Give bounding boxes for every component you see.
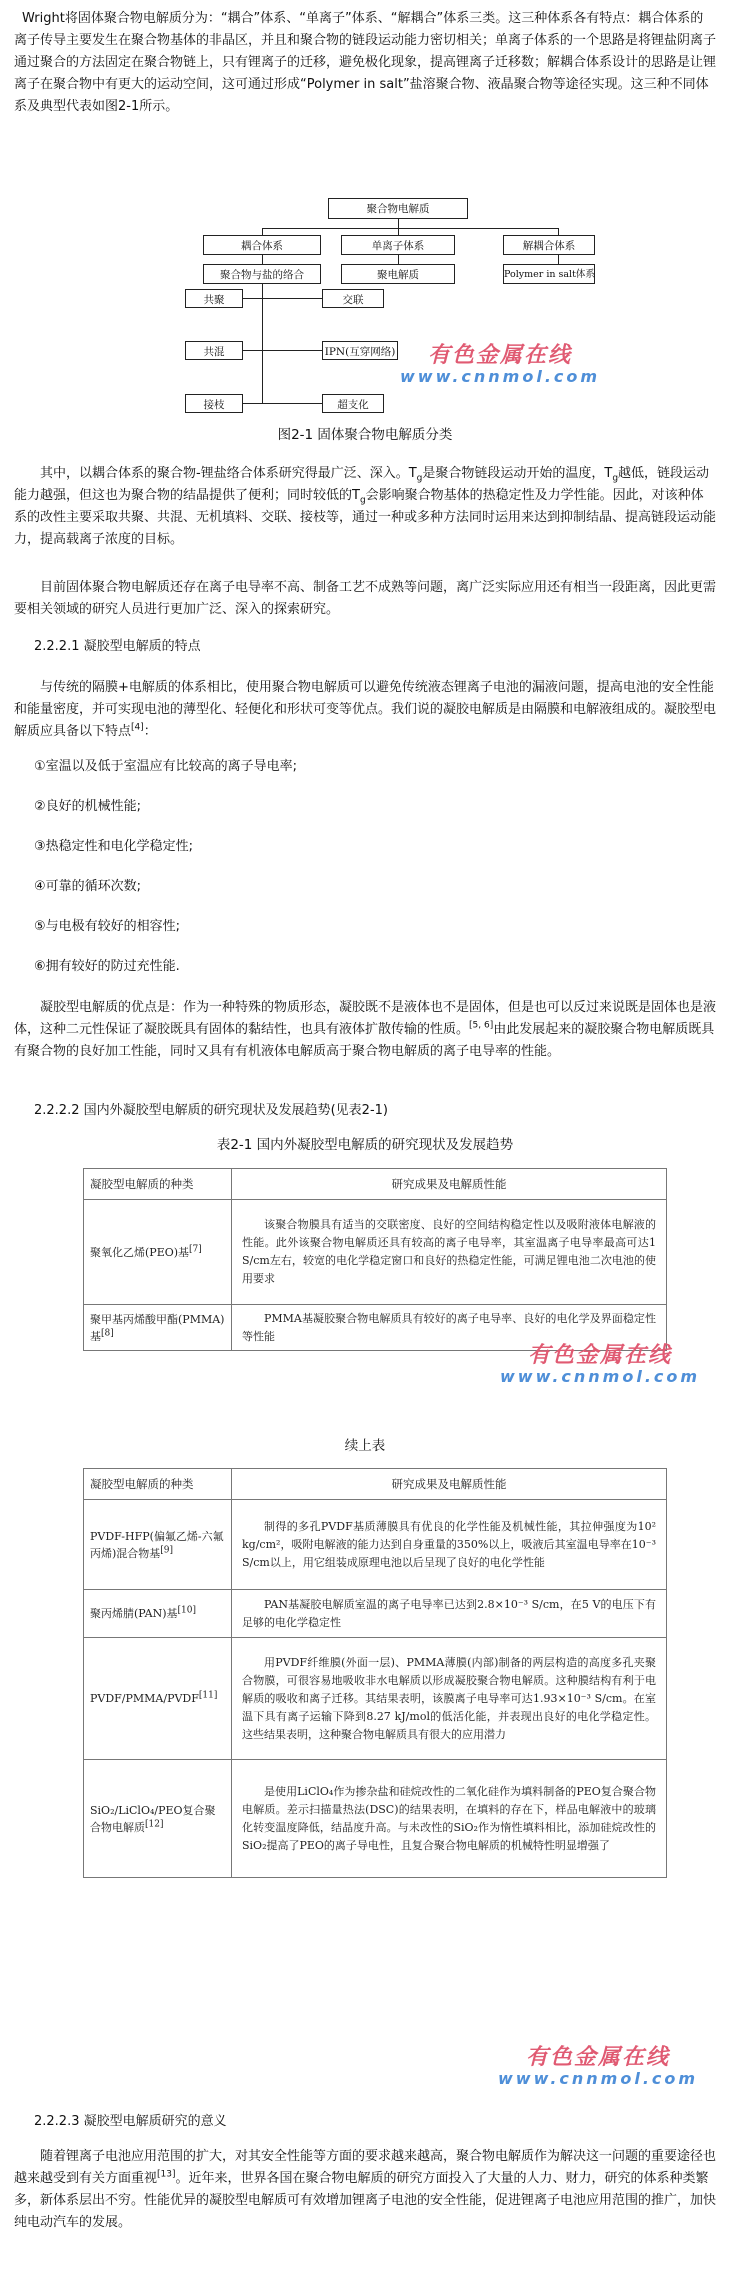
p4-end: ：: [143, 724, 157, 739]
polyelectrolyte-box: 聚电解质: [341, 264, 455, 284]
table-continued-title: 续上表: [344, 1438, 386, 1454]
table-row: [84, 1305, 667, 1351]
citation: [5, 6]: [469, 1020, 494, 1031]
table-header-row: [84, 1169, 667, 1200]
decoupled-box: 解耦合体系: [503, 235, 595, 255]
table-header-type: 凝胶型电解质的种类: [84, 1469, 232, 1500]
table-header-row: [84, 1469, 667, 1500]
p5-text: 凝胶型电解质的优点是：作为一种特殊的物质形态，凝胶既不是液体也不是固体，但是也可以反过来说既是固体也是液体，这种二元性保证了凝胶既具有固体的黏结性，也具有液体扩散传输的性质。: [14, 1000, 717, 1037]
hyperbranch-box: 超支化: [322, 394, 384, 413]
table-cell-desc: 用PVDF纤维膜(外面一层)、PMMA薄膜(内部)制备的两层构造的高度多孔夹聚合物膜，可很容易地吸收非水电解质以形成凝胶聚合物电解质。这种膜结构有利于电解质的吸收和离子迁移。其结果表明，该膜离子电导率可达1.93×10⁻³ S/cm。在室温下具有离子运输下降到8.27 kJ/mol的低活化能，并表现出良好的电化学稳定性。这些结果表明，这种聚合物电解质具有很大的应用潜力: [232, 1638, 667, 1760]
connector: [243, 350, 263, 351]
feature-item: ⑥拥有较好的防过充性能.: [34, 959, 180, 974]
citation: [7]: [189, 1243, 202, 1254]
research-table: [83, 1168, 667, 1351]
significance-paragraph: [14, 2146, 716, 2234]
p4-text: 与传统的隔膜+电解质的体系相比，使用聚合物电解质可以避免传统液态锂离子电池的漏液问题，提高电池的安全性能和能量密度，并可实现电池的薄型化、轻便化和形状可变等优点。我们说的凝胶电解质是由隔膜和电解液组成的。凝胶型电解质应具备以下特点: [14, 680, 717, 739]
table-header-results: 研究成果及电解质性能: [232, 1169, 667, 1200]
intro-paragraph: Wright将固体聚合物电解质分为：“耦合”体系、“单离子”体系、“解耦合”体系三类。这三种体系各有特点：耦合体系的离子传导主要发生在聚合物基体的非晶区，并且和聚合物的链段运动能力密切相关；单离子体系的一个思路是将锂盐阴离子通过聚合的方法固定在聚合物链上，只有锂离子的迁移，避免极化现象，提高锂离子迁移数；解耦合体系设计的思路是让锂离子在聚合物中有更大的运动空间，这可通过形成“Polymer in salt”盐溶聚合物、液晶聚合物等途径实现。这三种不同体系及典型代表如图2-1所示。: [14, 11, 717, 114]
table-header-results: 研究成果及电解质性能: [232, 1469, 667, 1500]
type-label: 聚氧化乙烯(PEO)基: [90, 1245, 190, 1259]
table-header-type: 凝胶型电解质的种类: [84, 1169, 232, 1200]
gel-intro-paragraph: [14, 677, 716, 743]
watermark-url: www.cnnmol.com: [400, 367, 601, 386]
table-cell-desc: PAN基凝胶电解质室温的离子电导率已达到2.8×10⁻³ S/cm，在5 V的电压下有足够的电化学稳定性: [232, 1590, 667, 1638]
complex-box: 聚合物与盐的络合: [203, 264, 321, 284]
feature-item: ⑤与电极有较好的相容性;: [34, 919, 181, 934]
connector: [262, 284, 263, 404]
section-heading-significance: 2.2.2.3 凝胶型电解质研究的意义: [34, 2114, 227, 2129]
root-box: 聚合物电解质: [328, 198, 468, 219]
watermark-title: 有色金属在线: [525, 2044, 670, 2070]
graft-box: 接枝: [185, 394, 243, 413]
citation: [9]: [160, 1544, 174, 1555]
p2-text-4: 会影响聚合物基体的热稳定性及力学性能。因此，对该种体系的改性主要采取共聚、共混、无机填料、交联、接枝等，通过一种或多种方法同时运用来达到抑制结晶、提高链段运动能力，提高载离子浓度的目标。: [14, 488, 717, 547]
classification-diagram: [203, 198, 595, 412]
type-label: 聚丙烯腈(PAN)基: [90, 1607, 178, 1620]
figure-caption: 图2-1 固体聚合物电解质分类: [277, 427, 453, 443]
type-label: PVDF-HFP(偏氟乙烯-六氟丙烯)混合物基: [90, 1529, 224, 1560]
citation: [4]: [131, 722, 144, 733]
tg-subscript: g: [359, 495, 366, 506]
table-cell-type: [84, 1200, 232, 1305]
type-label: PVDF/PMMA/PVDF: [90, 1692, 199, 1705]
connector: [262, 350, 322, 351]
citation: [10]: [177, 1605, 197, 1616]
p2-text-1: 其中，以耦合体系的聚合物-锂盐络合体系研究得最广泛、深入。T: [40, 466, 417, 481]
crosslink-box: 交联: [322, 289, 384, 308]
watermark-title: 有色金属在线: [527, 1342, 672, 1368]
table-cell-desc: 该聚合物膜具有适当的交联密度、良好的空间结构稳定性以及吸附液体电解液的性能。此外该聚合物电解质还具有较高的离子电导率，其室温离子电导率最高可达1 S/cm左右，较宽的电化学稳定窗口和良好的热稳定性能，可满足锂电池二次电池的使用要求: [232, 1200, 667, 1305]
connector: [398, 218, 399, 228]
challenges-paragraph: 目前固体聚合物电解质还存在离子电导率不高、制备工艺不成熟等问题，离广泛实际应用还有相当一段距离，因此更需要相关领域的研究人员进行更加广泛、深入的探索研究。: [14, 580, 717, 617]
table-row: [84, 1500, 667, 1590]
table-row: [84, 1638, 667, 1760]
table-cell-type: [84, 1760, 232, 1878]
p5-end: 由此发展起来的凝胶聚合物电解质既具有聚合物的良好加工性能，同时又具有有机液体电解质高于聚合物电解质的离子电导率的性能。: [14, 1022, 715, 1059]
p6-end: 。近年来，世界各国在聚合物电解质的研究方面投入了大量的人力、财力，研究的体系种类繁多，新体系层出不穷。性能优异的凝胶型电解质可有效增加锂离子电池的安全性能，促进锂离子电池应用范围的推广，加快纯电动汽车的发展。: [14, 2171, 717, 2230]
citation: [11]: [198, 1690, 218, 1701]
watermark-url: www.cnnmol.com: [498, 2069, 699, 2088]
citation: [8]: [101, 1327, 114, 1338]
table-cell-desc: PMMA基凝胶聚合物电解质具有较好的离子电导率、良好的电化学及界面稳定性等性能: [232, 1305, 667, 1351]
type-label: SiO₂/LiClO₄/PEO复合聚合物电解质: [90, 1803, 216, 1834]
coupled-box: 耦合体系: [203, 235, 321, 255]
type-label: 聚甲基丙烯酸甲酯(PMMA)基: [90, 1312, 225, 1343]
table-cell-type: [84, 1500, 232, 1590]
single-ion-box: 单离子体系: [341, 235, 455, 255]
copolymer-box: 共聚: [185, 289, 243, 308]
tg-subscript: g: [612, 473, 619, 484]
connector: [262, 298, 322, 299]
feature-item: ④可靠的循环次数;: [34, 879, 142, 894]
gel-advantages-paragraph: [14, 997, 716, 1063]
table-row: [84, 1590, 667, 1638]
watermark: [498, 2040, 698, 2088]
connector: [262, 403, 322, 404]
feature-item: ①室温以及低于室温应有比较高的离子导电率;: [34, 759, 298, 774]
p2-text-2: 是聚合物链段运动开始的温度，T: [422, 466, 613, 481]
p6-text: 随着锂离子电池应用范围的扩大，对其安全性能等方面的要求越来越高，聚合物电解质作为解决这一问题的重要途径也越来越受到有关方面重视: [14, 2149, 717, 2186]
citation: [13]: [157, 2169, 176, 2180]
blend-box: 共混: [185, 341, 243, 360]
connector: [243, 403, 263, 404]
section-heading-research: 2.2.2.2 国内外凝胶型电解质的研究现状及发展趋势(见表2-1): [34, 1103, 388, 1118]
polymer-in-salt-box: Polymer in salt体系: [503, 264, 595, 284]
feature-item: ②良好的机械性能;: [34, 799, 142, 814]
table-cell-type: [84, 1638, 232, 1760]
table-row: [84, 1760, 667, 1878]
research-table-continued: [83, 1468, 667, 1878]
section-heading-features: 2.2.2.1 凝胶型电解质的特点: [34, 639, 201, 654]
connector: [262, 228, 558, 229]
table-cell-desc: 制得的多孔PVDF基质薄膜具有优良的化学性能及机械性能，其拉伸强度为10² kg/cm²，吸附电解液的能力达到自身重量的350%以上，吸液后其室温电导率在10⁻³ S/cm以上，用它组装成原理电池以后呈现了良好的电化学性能: [232, 1500, 667, 1590]
watermark-title: 有色金属在线: [427, 342, 572, 368]
table-cell-desc: 是使用LiClO₄作为掺杂盐和硅烷改性的二氧化硅作为填料制备的PEO复合聚合物电解质。差示扫描量热法(DSC)的结果表明，在填料的存在下，样品电解液中的玻璃化转变温度降低，结晶度升高。与未改性的SiO₂作为惰性填料相比，添加硅烷改性的SiO₂提高了PEO的离子导电性，且复合聚合物电解质的机械特性明显增强了: [232, 1760, 667, 1878]
feature-item: ③热稳定性和电化学稳定性;: [34, 839, 194, 854]
table-cell-type: [84, 1305, 232, 1351]
connector: [243, 298, 263, 299]
tg-subscript: g: [416, 473, 423, 484]
p2-text-3: 越低，链段运动能力越强，但这也为聚合物的结晶提供了便利；同时较低的T: [14, 466, 710, 503]
ipn-box: IPN(互穿网络): [322, 341, 398, 360]
coupled-system-paragraph: [14, 463, 716, 551]
watermark-url: www.cnnmol.com: [500, 1367, 701, 1386]
citation: [12]: [145, 1818, 164, 1829]
table-title: 表2-1 国内外凝胶型电解质的研究现状及发展趋势: [216, 1137, 514, 1153]
table-cell-type: [84, 1590, 232, 1638]
table-row: [84, 1200, 667, 1305]
